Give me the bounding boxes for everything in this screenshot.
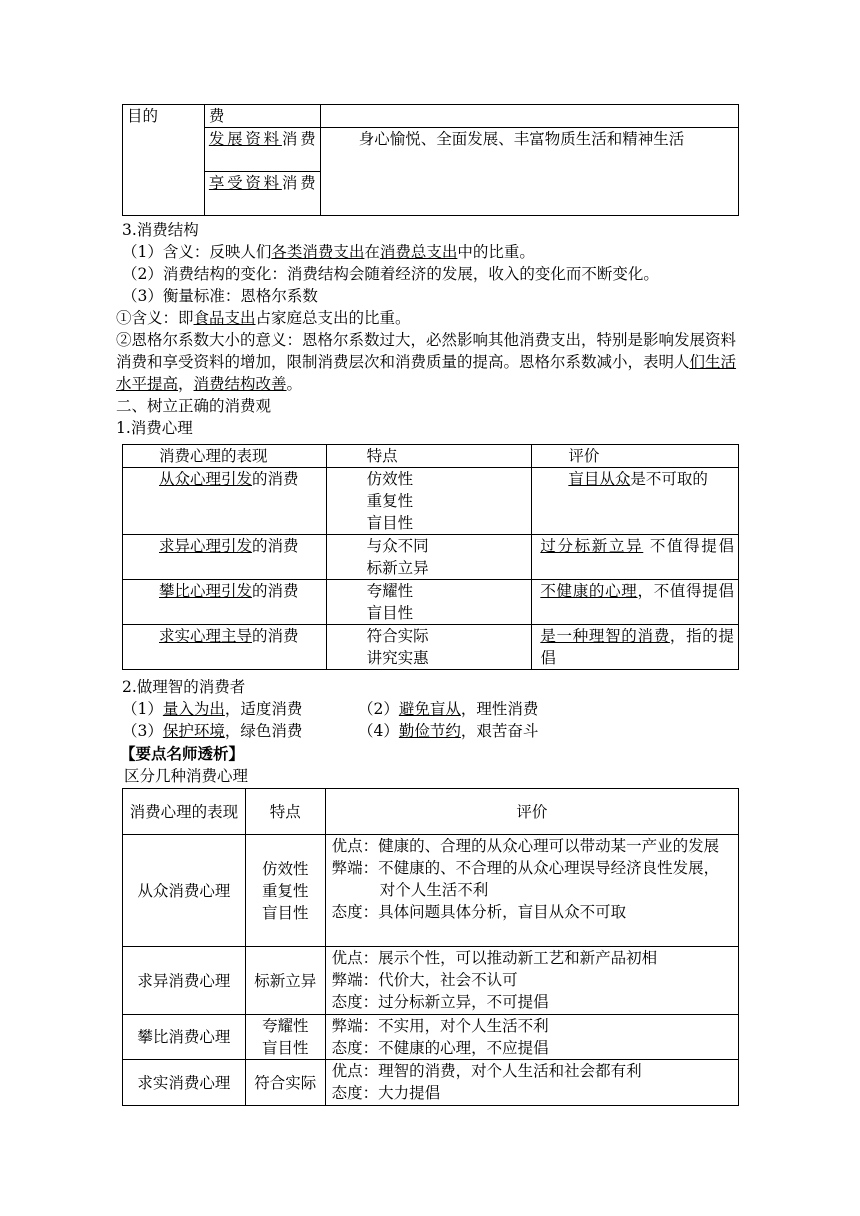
table-row: 求实消费心理 符合实际 优点：理智的消费，对个人生活和社会都有利 态度：大力提倡	[123, 1060, 739, 1106]
structure-meaning: （1）含义：反映人们各类消费支出在消费总支出中的比重。	[122, 243, 535, 261]
rational-consumer-heading: 2.做理智的消费者	[122, 678, 246, 696]
table-row: 攀比消费心理 夸耀性 盲目性 弊端：不实用，对个人生活不利 态度：不健康的心理，不应提倡	[123, 1015, 739, 1060]
rational-line-4: （4）勤俭节约，艰苦奋斗	[358, 722, 539, 740]
analysis-subheading: 区分几种消费心理	[124, 767, 249, 785]
rational-line-3: （3）保护环境，绿色消费	[122, 722, 303, 740]
table-row: 求异消费心理 标新立异 优点：展示个性，可以推动新工艺和新产品初相 弊端：代价大，社会不认可 态度：过分标新立异，不可提倡	[123, 947, 739, 1015]
structure-standard: （3）衡量标准：恩格尔系数	[122, 287, 318, 305]
rational-line-1: （1）量入为出，适度消费	[122, 700, 303, 718]
structure-change: （2）消费结构的变化：消费结构会随着经济的发展，收入的变化而不断变化。	[122, 265, 659, 283]
purpose-label: 目的	[123, 105, 205, 216]
analysis-table	[122, 788, 739, 1106]
engel-significance: ②恩格尔系数大小的意义：恩格尔系数过大，必然影响其他消费支出，特别是影响发展资料消费和享受资料的增加，限制消费层次和消费质量的提高。恩格尔系数减小，表明人们生活水平提高，消费结构改善。	[116, 331, 737, 393]
purpose-table	[122, 104, 739, 216]
purpose-cell-empty	[320, 105, 738, 128]
engel-meaning: ①含义：即食品支出占家庭总支出的比重。	[116, 309, 411, 327]
table-row: 从众消费心理 仿效性 重复性 盲目性 优点：健康的、合理的从众心理可以带动某一产业的发展 弊端：不健康的、不合理的从众心理误导经济良性发展，对个人生活不利 态度：具体问题具体分析，盲目从众不可取	[123, 835, 739, 947]
col-header-traits: 特点	[245, 789, 325, 835]
table-row: 求异心理引发的消费 与众不同 标新立异 过分标新立异 不值得提倡	[123, 535, 739, 580]
table-row: 从众心理引发的消费 仿效性 重复性 盲目性 盲目从众是不可取的	[123, 468, 739, 535]
table-row: 攀比心理引发的消费 夸耀性 盲目性 不健康的心理，不值得提倡	[123, 580, 739, 625]
col-header-evaluation: 评价	[532, 445, 739, 468]
col-header-performance: 消费心理的表现	[123, 445, 327, 468]
consumption-type-tail: 费	[204, 105, 320, 128]
psychology-heading: 1.消费心理	[116, 419, 193, 437]
col-header-evaluation: 评价	[325, 789, 738, 835]
psychology-table	[122, 444, 739, 670]
purpose-description: 身心愉悦、全面发展、丰富物质生活和精神生活	[320, 128, 738, 216]
col-header-performance: 消费心理的表现	[123, 789, 246, 835]
consumption-type-development: 发展资料消费	[204, 128, 320, 172]
col-header-traits: 特点	[326, 445, 532, 468]
table-row: 求实心理主导的消费 符合实际 讲究实惠 是一种理智的消费，指的提倡	[123, 625, 739, 670]
consumption-type-enjoyment: 享受资料消费	[204, 172, 320, 216]
teacher-analysis-heading: 【要点名师透析】	[120, 744, 245, 763]
rational-line-2: （2）避免盲从，理性消费	[358, 700, 539, 718]
section-heading-structure: 3.消费结构	[122, 221, 199, 239]
part-two-heading: 二、树立正确的消费观	[116, 397, 272, 415]
